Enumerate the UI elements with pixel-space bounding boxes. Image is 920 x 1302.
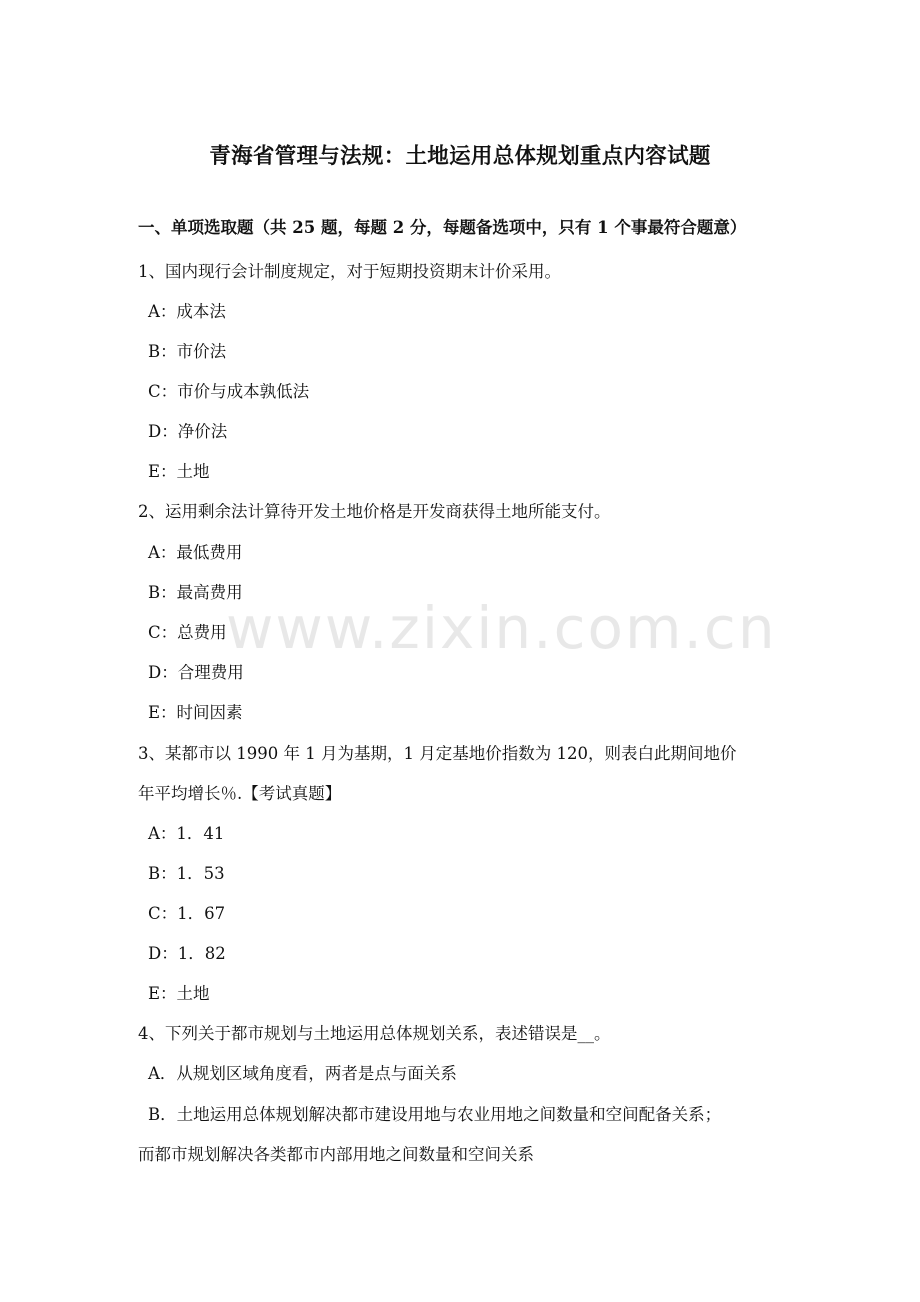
question-2-option-b: B：最高费用 [148,583,243,602]
question-3-option-c: C：1．67 [148,904,226,923]
question-3-option-e: E：土地 [148,984,210,1003]
question-4-option-b-line-1: B．土地运用总体规划解决都市建设用地与农业用地之间数量和空间配备关系； [148,1105,722,1124]
question-1-option-a: A：成本法 [148,302,226,321]
question-4-stem: 4、下列关于都市规划与土地运用总体规划关系，表述错误是__。 [138,1024,611,1043]
question-1-option-b: B：市价法 [148,342,227,361]
question-3-option-d: D：1．82 [148,944,226,963]
question-1-option-e: E：土地 [148,462,210,481]
question-3-option-a: A：1．41 [148,824,225,843]
question-3-option-b: B：1．53 [148,864,225,883]
section-heading: 一、单项选取题（共 25 题，每题 2 分，每题备选项中，只有 1 个事最符合题意） [138,218,747,237]
question-1-option-d: D：净价法 [148,422,228,441]
question-2-option-c: C：总费用 [148,623,227,642]
question-4-option-b-line-2: 而都市规划解决各类都市内部用地之间数量和空间关系 [138,1145,534,1164]
question-4-option-a: A．从规划区域角度看，两者是点与面关系 [148,1064,457,1083]
question-2-option-a: A：最低费用 [148,543,243,562]
question-3-stem-line-1: 3、某都市以 1990 年 1 月为基期，1 月定基地价指数为 120，则表白此期间地价 [138,744,737,763]
question-1-option-c: C：市价与成本孰低法 [148,382,310,401]
document-title: 青海省管理与法规：土地运用总体规划重点内容试题 [209,144,711,169]
question-1-stem: 1、国内现行会计制度规定，对于短期投资期末计价采用。 [138,262,561,281]
question-2-option-e: E：时间因素 [148,703,243,722]
question-2-option-d: D：合理费用 [148,663,244,682]
watermark: www.zixin.com.cn [226,594,777,662]
question-2-stem: 2、运用剩余法计算待开发土地价格是开发商获得土地所能支付。 [138,502,611,521]
question-3-stem-line-2: 年平均增长％.【考试真题】 [138,784,342,803]
